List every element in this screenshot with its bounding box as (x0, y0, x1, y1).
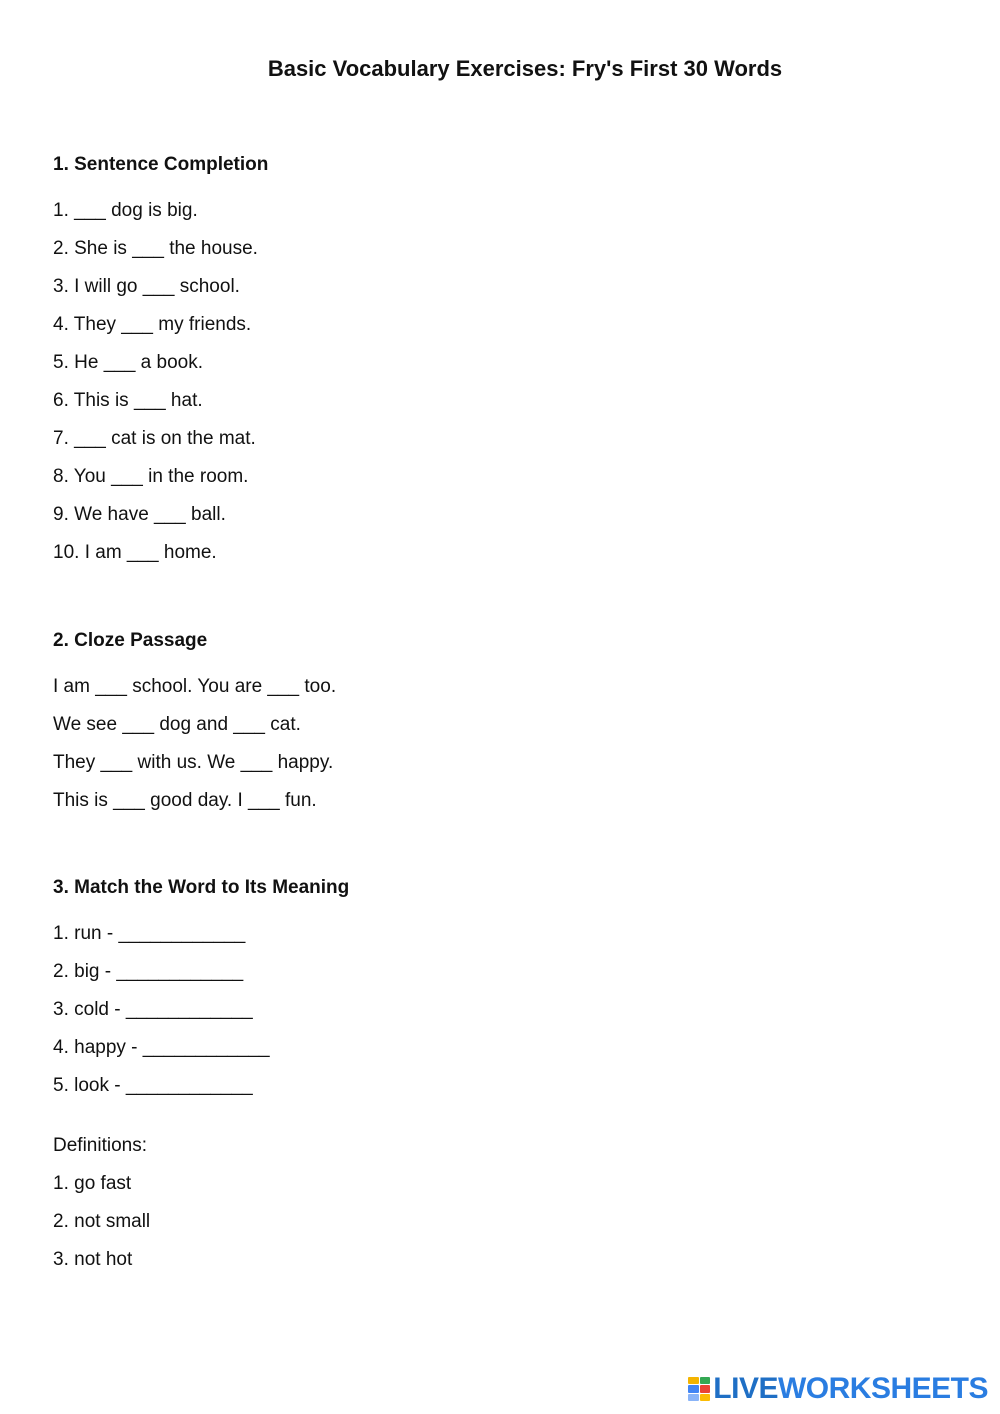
definitions-list (53, 1127, 953, 1279)
logo-mark-cell (700, 1377, 711, 1384)
logo-mark-cell (700, 1385, 711, 1392)
match-item: 1. run - ____________ (53, 923, 246, 944)
match-word-section (53, 875, 953, 1105)
exercise-item: 4. They ___ my friends. (53, 314, 252, 335)
match-item: 2. big - ____________ (53, 961, 244, 982)
section-heading: 1. Sentence Completion (53, 154, 269, 175)
passage-line: I am ___ school. You are ___ too. (53, 676, 337, 697)
exercise-item: 1. ___ dog is big. (53, 200, 198, 221)
cloze-passage-section (53, 628, 953, 820)
exercise-item: 3. I will go ___ school. (53, 276, 240, 297)
exercise-item: 2. She is ___ the house. (53, 238, 258, 259)
match-item: 5. look - ____________ (53, 1075, 253, 1096)
exercise-item: 9. We have ___ ball. (53, 504, 226, 525)
definition-item: 1. go fast (53, 1173, 132, 1194)
passage-line: This is ___ good day. I ___ fun. (53, 790, 317, 811)
section-heading: 3. Match the Word to Its Meaning (53, 877, 350, 898)
definition-item: 2. not small (53, 1211, 151, 1232)
logo-mark-cell (688, 1394, 699, 1401)
passage-line: We see ___ dog and ___ cat. (53, 714, 301, 735)
match-item: 4. happy - ____________ (53, 1037, 270, 1058)
exercise-item: 5. He ___ a book. (53, 352, 203, 373)
definition-item: 3. not hot (53, 1249, 133, 1270)
match-item: 3. cold - ____________ (53, 999, 253, 1020)
section-heading: 2. Cloze Passage (53, 630, 208, 651)
page-title: Basic Vocabulary Exercises: Fry's First 30 Words (267, 56, 783, 81)
definitions-label: Definitions: (53, 1135, 147, 1156)
exercise-item: 8. You ___ in the room. (53, 466, 249, 487)
logo-mark-cell (688, 1385, 699, 1392)
liveworksheets-logo[interactable] (688, 1372, 988, 1406)
exercise-item: 10. I am ___ home. (53, 542, 217, 563)
exercise-item: 7. ___ cat is on the mat. (53, 428, 256, 449)
logo-text-prefix: LIVE (713, 1372, 778, 1405)
logo-text-suffix: WORKSHEETS (777, 1372, 988, 1405)
passage-line: They ___ with us. We ___ happy. (53, 752, 334, 773)
logo-text (713, 1372, 988, 1406)
sentence-completion-section (53, 152, 953, 572)
exercise-item: 6. This is ___ hat. (53, 390, 203, 411)
liveworksheets-logo-icon (688, 1377, 710, 1401)
logo-mark-cell (700, 1394, 711, 1401)
logo-mark-cell (688, 1377, 699, 1384)
